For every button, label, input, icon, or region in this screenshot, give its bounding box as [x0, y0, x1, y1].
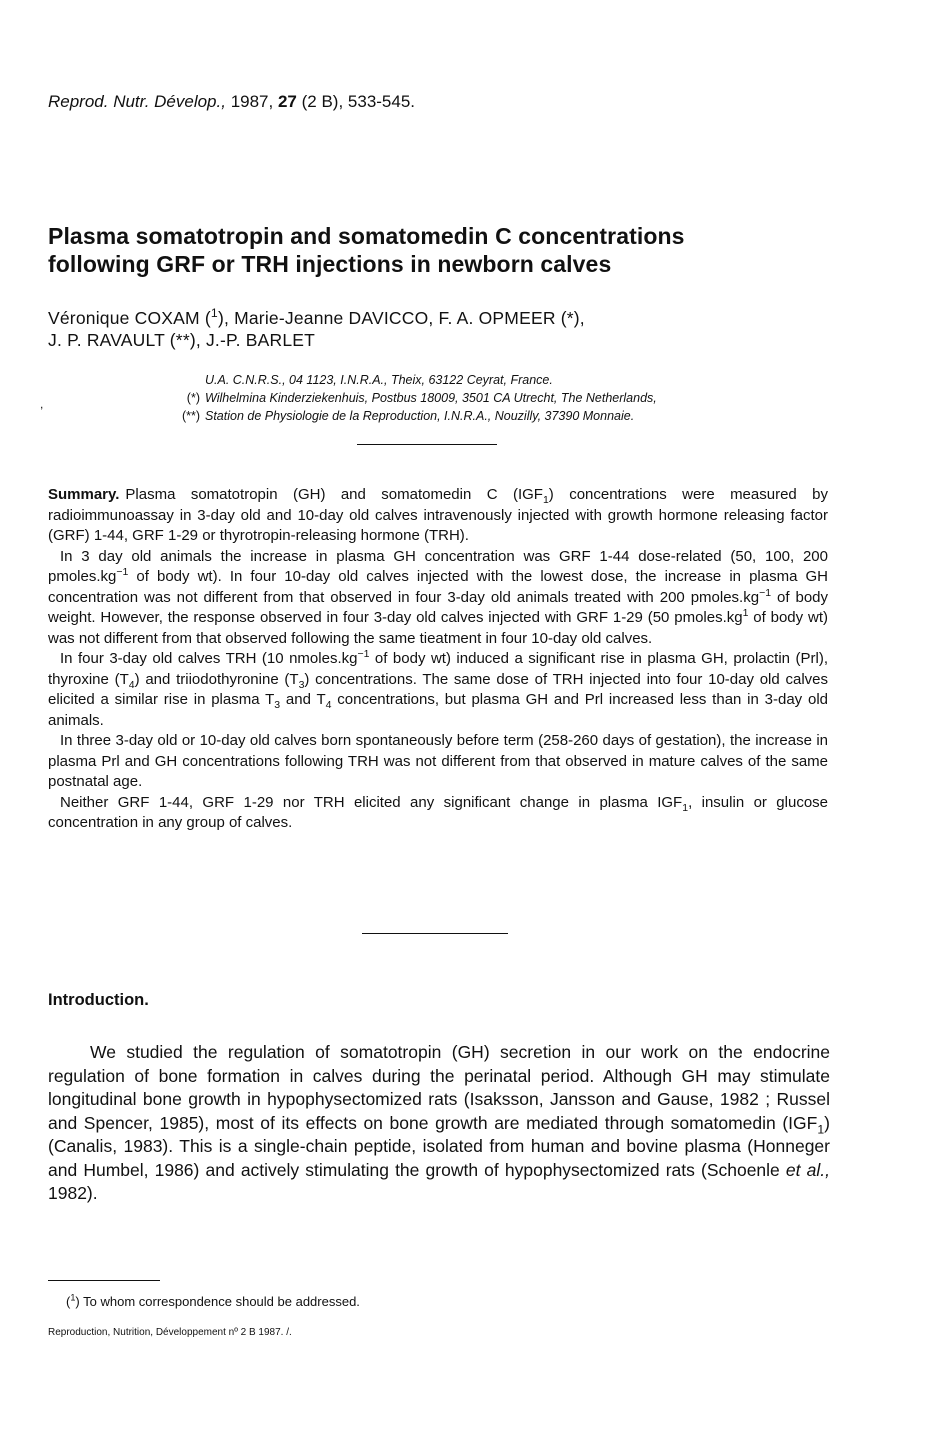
summary-paragraph-5: Neither GRF 1-44, GRF 1-29 nor TRH elicited any significant change in plasma $IGF_1$, insulin or glucose concentration in any group of calves.: [48, 793, 829, 831]
summary-paragraph-2: In 3 day old animals the increase in plasma GH concentration was GRF 1-44 dose-related (50, 100, 200 $pmoles.kg^{-1}$ of body wt). In four 10-day old calves injected with the lowest dose, the increase in plasma GH concentration was not different from that observed in four 3-day old animals treated with 200 $pmoles.kg^{-1}$ of body weight. However, the response observed in four 3-day old calves injected with GRF 1-29 (50 $pmoles.kg^1$ of body wt) was not different from that observed following the same tieatment in four 10-day old calves.: [48, 547, 829, 647]
paper-title: [48, 222, 848, 278]
stray-mark: ,: [40, 397, 44, 411]
authors-line-2: J. P. RAVAULT (**), J.-P. BARLET: [48, 330, 316, 350]
footnote: ($^1$) To whom correspondence should be addressed.: [66, 1292, 360, 1309]
introduction-paragraph: We studied the regulation of somatotropin (GH) secretion in our work on the endocrine regulation of bone formation in calves during the perinatal period. Although GH may stimulate longitudinal bone growth in hypophysectomized rats (Isaksson, Jansson and Gause, 1982 ; Russel and Spencer, 1985), most of its effects on bone growth are mediated through somatomedin $(IGF_1)$ (Canalis, 1983). This is a single-chain peptide, isolated from human and bovine plasma (Honneger and Humbel, 1986) and actively stimulating the growth of hypophysectomized rats (Schoenle et al., 1982).: [48, 1042, 830, 1203]
summary-section: [48, 485, 828, 834]
affiliation-3: (**) Station de Physiologie de la Reproduction, I.N.R.A., Nouzilly, 37390 Monnaie.: [181, 409, 635, 423]
title-line-2: following GRF or TRH injections in newborn calves: [48, 251, 612, 277]
journal-volume: 27: [277, 92, 297, 111]
journal-citation: [48, 92, 415, 112]
summary-label: Summary.: [48, 486, 120, 503]
title-line-1: Plasma somatotropin and somatomedin C concentrations: [48, 223, 685, 249]
page-footer: Reproduction, Nutrition, Développement nº 2 B 1987. /.: [48, 1327, 292, 1338]
affiliations: [160, 371, 860, 425]
journal-year: 1987,: [230, 92, 274, 111]
journal-name: Reprod. Nutr. Dévelop.,: [48, 92, 226, 111]
affiliation-1: U.A. C.N.R.S., 04 1123, I.N.R.A., Theix, 63122 Ceyrat, France.: [205, 373, 553, 387]
affiliation-2: (*) Wilhelmina Kinderziekenhuis, Postbus 18009, 3501 CA Utrecht, The Netherlands,: [186, 391, 657, 405]
footnote-rule: [48, 1280, 160, 1281]
divider-top: [357, 444, 497, 445]
introduction-heading: Introduction.: [48, 991, 149, 1009]
summary-paragraph-1: Summary. Plasma somatotropin (GH) and somatomedin C $(IGF_1)$ concentrations were measured by radioimmunoassay in 3-day old and 10-day old calves intravenously injected with growth hormone releasing factor (GRF) 1-44, GRF 1-29 or thyrotropin-releasing hormone (TRH).: [48, 486, 829, 544]
summary-paragraph-3: In four 3-day old calves TRH (10 $nmoles.kg^{-1}$ of body wt) induced a significant rise in plasma GH, prolactin (Prl), thyroxine $(T_4)$ and triiodothyronine $(T_3)$ concentrations. The same dose of TRH injected into four 10-day old calves elicited a similar rise in plasma $T_3$ and $T_4$ concentrations, but plasma GH and Prl increased less than in 3-day old animals.: [48, 648, 828, 729]
introduction-section: [48, 1041, 830, 1206]
author-list: [48, 307, 848, 351]
divider-middle: [362, 933, 508, 934]
authors-line-1: Véronique COXAM ($^1$), Marie-Jeanne DAVICCO, F. A. OPMEER (*),: [48, 306, 585, 328]
summary-paragraph-4: In three 3-day old or 10-day old calves born spontaneously before term (258-260 days of gestation), the increase in plasma Prl and GH concentrations following TRH was not different from that observed in mature calves of the same postnatal age.: [48, 732, 828, 790]
journal-issue-pages: (2 B), 533-545.: [301, 92, 416, 111]
